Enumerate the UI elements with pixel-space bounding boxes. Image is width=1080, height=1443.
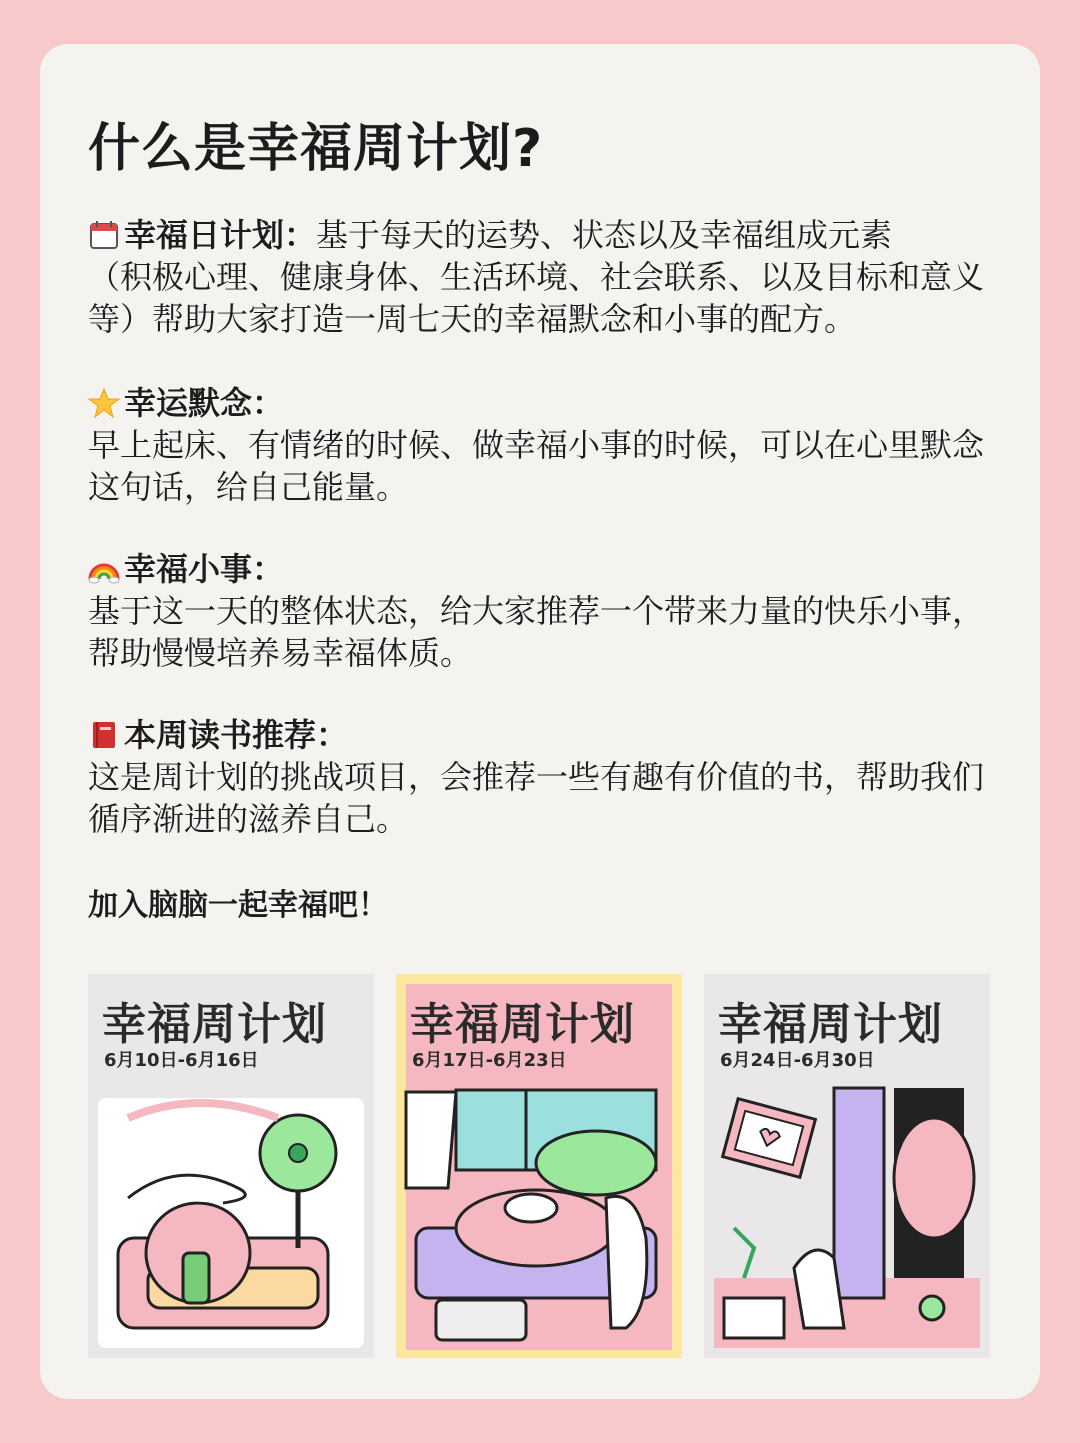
plan-date: 6月17日-6月23日 [412, 1050, 567, 1071]
content-card [40, 44, 1040, 1399]
section-book-recommendation [88, 714, 998, 840]
plan-illustration-window-couch [396, 1078, 682, 1358]
rainbow-icon [88, 553, 120, 585]
section-body: （积极心理、健康身体、生活环境、社会联系、以及目标和意义等）帮助大家打造一周七天的幸福默念和小事的配方。 [88, 258, 985, 338]
plan-title: 幸福周计划 [718, 999, 943, 1050]
plan-title: 幸福周计划 [102, 999, 327, 1050]
section-body: 早上起床、有情绪的时候、做幸福小事的时候，可以在心里默念这句话，给自己能量。 [88, 426, 985, 506]
page-title: 什么是幸福周计划? [88, 119, 544, 179]
section-body: 基于这一天的整体状态，给大家推荐一个带来力量的快乐小事，帮助慢慢培养易幸福体质。 [88, 592, 985, 672]
section-label: 幸福小事： [124, 550, 285, 588]
section-lucky-mantra [88, 382, 998, 508]
plan-illustration-frame-dog [704, 1078, 990, 1358]
plan-card-2[interactable] [396, 974, 682, 1358]
section-label: 本周读书推荐： [124, 716, 349, 754]
plan-title: 幸福周计划 [406, 984, 672, 1092]
section-body: 这是周计划的挑战项目，会推荐一些有趣有价值的书，帮助我们循序渐进的滋养自己。 [88, 758, 985, 838]
plan-date: 6月10日-6月16日 [104, 1050, 259, 1071]
red-book-icon [88, 719, 120, 751]
star-icon [88, 387, 120, 419]
plan-card-3[interactable] [704, 974, 990, 1358]
section-happy-things [88, 548, 998, 674]
call-to-action: 加入脑脑一起幸福吧！ [88, 888, 388, 923]
section-inline-text: 基于每天的运势、状态以及幸福组成元素 [316, 216, 893, 254]
calendar-icon [88, 219, 120, 251]
section-label: 幸运默念： [124, 384, 285, 422]
section-label: 幸福日计划： [124, 216, 317, 254]
plan-card-1[interactable] [88, 974, 374, 1358]
plan-illustration-sofa-fan [88, 1078, 374, 1358]
section-daily-plan [88, 214, 998, 340]
plan-date: 6月24日-6月30日 [720, 1050, 875, 1071]
